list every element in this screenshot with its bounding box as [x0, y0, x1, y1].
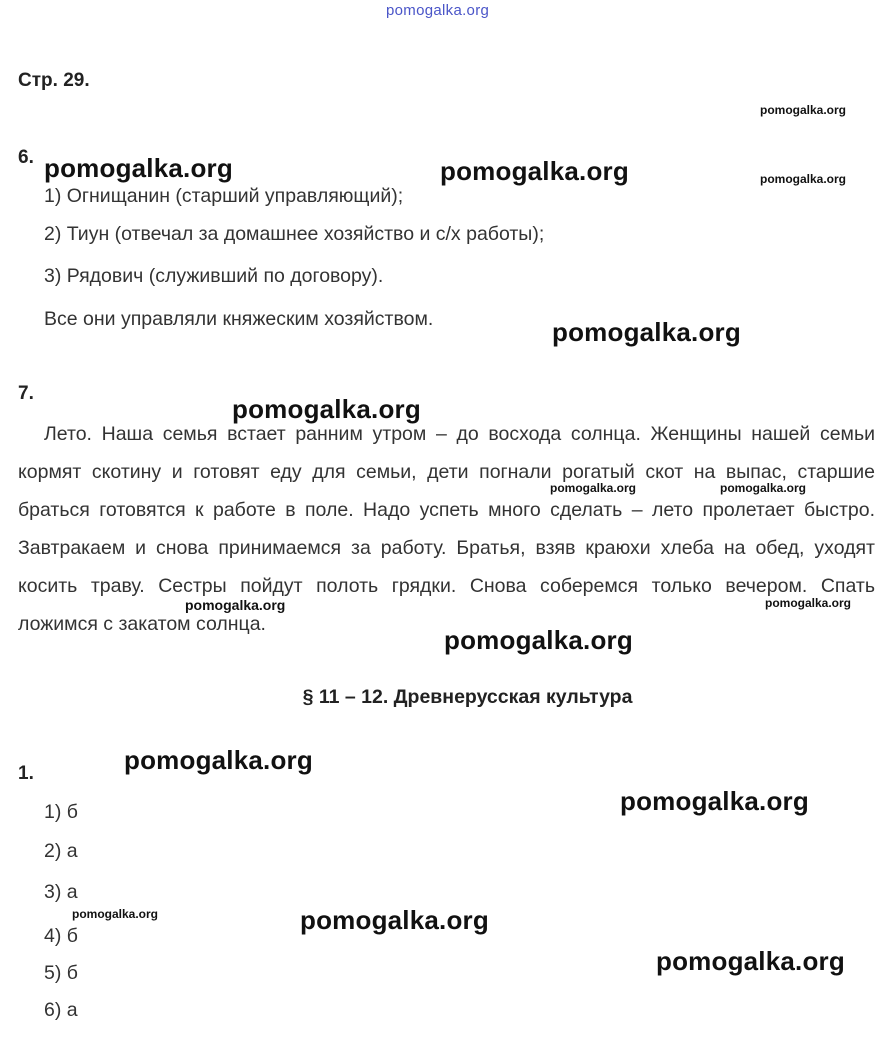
watermark: pomogalka.org: [440, 156, 629, 186]
watermark: pomogalka.org: [552, 317, 741, 347]
task-6-item-3: 3) Рядович (служивший по договору).: [44, 265, 384, 287]
task-7-number: 7.: [18, 383, 34, 404]
task-1-answer-1: 1) б: [44, 801, 78, 823]
watermark: pomogalka.org: [300, 905, 489, 935]
task-1-answer-5: 5) б: [44, 962, 78, 984]
page-reference: Стр. 29.: [18, 70, 90, 91]
watermark: pomogalka.org: [185, 597, 286, 613]
watermark: pomogalka.org: [550, 481, 637, 495]
watermark: pomogalka.org: [656, 946, 845, 976]
watermark: pomogalka.org: [760, 172, 847, 186]
task-6-summary: Все они управляли княжеским хозяйством.: [44, 308, 434, 330]
site-header-link[interactable]: pomogalka.org: [386, 2, 490, 19]
watermark: pomogalka.org: [620, 786, 809, 816]
watermark: pomogalka.org: [444, 625, 633, 655]
task-7-paragraph: [18, 415, 875, 643]
watermark: pomogalka.org: [72, 907, 159, 921]
watermark: pomogalka.org: [760, 103, 847, 117]
watermark: pomogalka.org: [765, 596, 852, 610]
task-1-answer-2: 2) а: [44, 840, 78, 862]
section-title: § 11 – 12. Древнерусская культура: [302, 686, 633, 708]
task-6-item-1: 1) Огнищанин (старший управляющий);: [44, 185, 404, 207]
task-7-text: Лето. Наша семья встает ранним утром – до восхода солнца. Женщины нашей семьи кормят скотину и готовят еду для семьи, дети погнали рогатый скот на выпас, старшие браться готовятся к работе в поле. Надо успеть много сделать – лето пролетает быстро. Завтракаем и снова принимаемся за работу. Братья, взяв краюхи хлеба на обед, уходят косить траву. Сестры пойдут полоть грядки. Снова соберемся только вечером. Спать ложимся с закатом солнца.: [18, 423, 875, 635]
watermark: pomogalka.org: [44, 153, 233, 183]
task-6-number: 6.: [18, 147, 34, 168]
task-1-answer-6: 6) а: [44, 999, 78, 1021]
watermark: pomogalka.org: [232, 394, 421, 424]
task-6-item-2: 2) Тиун (отвечал за домашнее хозяйство и с/х работы);: [44, 223, 545, 245]
task-1-number: 1.: [18, 763, 34, 784]
watermark: pomogalka.org: [720, 481, 807, 495]
watermark: pomogalka.org: [124, 745, 313, 775]
task-1-answer-4: 4) б: [44, 925, 78, 947]
task-1-answer-3: 3) а: [44, 881, 78, 903]
